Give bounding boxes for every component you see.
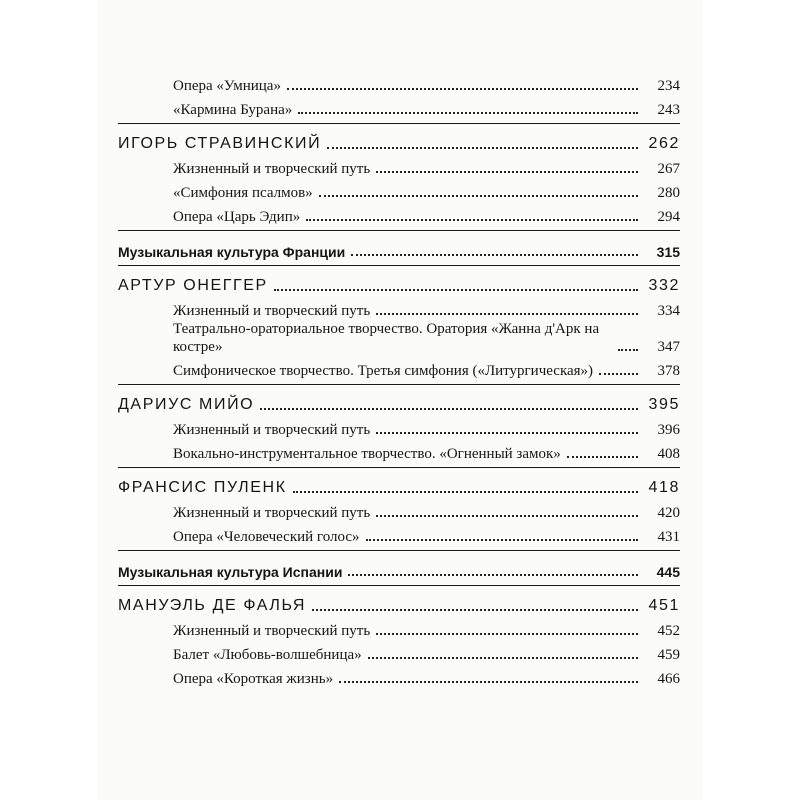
toc-entry-title: Жизненный и творческий путь	[173, 422, 371, 438]
divider	[118, 585, 680, 586]
toc-entry-title: Опера «Короткая жизнь»	[173, 671, 334, 687]
toc-entry-title: Вокально-инструментальное творчество. «Огненный замок»	[173, 446, 561, 462]
toc-composer-heading[interactable]	[118, 592, 680, 616]
leader-dots	[327, 129, 638, 149]
toc-entry-page: 408	[657, 446, 680, 462]
leader-dots	[312, 591, 638, 611]
leader-dots	[293, 473, 638, 493]
leader-dots	[376, 615, 638, 635]
toc-entry[interactable]	[118, 616, 680, 640]
toc-composer-heading[interactable]	[118, 474, 680, 498]
toc-entry-title: ФРАНСИС ПУЛЕНК	[118, 479, 287, 496]
toc-entry-page: 451	[648, 597, 680, 614]
toc-entry-page: 267	[657, 161, 680, 177]
toc-entry-title: МАНУЭЛЬ ДЕ ФАЛЬЯ	[118, 597, 307, 614]
toc-entry-title: Жизненный и творческий путь	[173, 623, 371, 639]
toc-composer-heading[interactable]	[118, 391, 680, 415]
toc-entry-page: 334	[657, 303, 680, 319]
toc-entry-title: Жизненный и творческий путь	[173, 505, 371, 521]
toc-entry-page: 280	[657, 185, 680, 201]
toc-entry-page: 347	[657, 339, 680, 355]
leader-dots	[319, 177, 638, 197]
divider	[118, 467, 680, 468]
toc-entry-title: «Симфония псалмов»	[173, 185, 313, 201]
toc-entry[interactable]	[118, 178, 680, 202]
leader-dots	[287, 70, 638, 90]
divider	[118, 123, 680, 124]
table-of-contents	[118, 71, 680, 688]
toc-entry-page: 459	[657, 647, 680, 663]
leader-dots	[298, 94, 638, 114]
toc-entry-page: 262	[648, 135, 680, 152]
toc-entry-page: 234	[657, 78, 680, 94]
toc-entry[interactable]	[118, 664, 680, 688]
leader-dots	[376, 497, 638, 517]
toc-entry-title: Музыкальная культура Испании	[118, 564, 343, 580]
toc-entry-page: 431	[657, 529, 680, 545]
divider	[118, 265, 680, 266]
leader-dots	[348, 556, 638, 576]
toc-entry[interactable]	[118, 356, 680, 380]
toc-entry-title: «Кармина Бурана»	[173, 102, 293, 118]
divider	[118, 384, 680, 385]
leader-dots	[376, 295, 638, 315]
toc-entry[interactable]	[118, 522, 680, 546]
toc-entry-title: Симфоническое творчество. Третья симфония («Литургическая»)	[173, 363, 594, 379]
toc-entry[interactable]	[118, 640, 680, 664]
toc-entry-page: 466	[657, 671, 680, 687]
toc-entry-title: Театрально-ораториальное творчество. Оратория «Жанна д'Арк на костре»	[173, 321, 603, 355]
toc-entry[interactable]	[118, 415, 680, 439]
toc-entry[interactable]	[118, 498, 680, 522]
toc-entry-title: ДАРИУС МИЙО	[118, 396, 255, 413]
toc-entry-title: Опера «Царь Эдип»	[173, 209, 301, 225]
toc-section-heading[interactable]	[118, 237, 680, 261]
toc-entry-page: 452	[657, 623, 680, 639]
toc-entry[interactable]	[118, 95, 680, 119]
leader-dots	[339, 663, 638, 683]
toc-entry-page: 294	[657, 209, 680, 225]
leader-dots	[567, 438, 638, 458]
toc-composer-heading[interactable]	[118, 272, 680, 296]
leader-dots	[260, 390, 638, 410]
leader-dots	[599, 355, 638, 375]
toc-entry-page: 243	[657, 102, 680, 118]
toc-section-heading[interactable]	[118, 557, 680, 581]
leader-dots	[366, 521, 638, 541]
toc-entry-page: 418	[648, 479, 680, 496]
leader-dots	[351, 236, 638, 256]
divider	[118, 550, 680, 551]
toc-entry[interactable]	[118, 154, 680, 178]
leader-dots	[618, 331, 638, 351]
toc-entry-page: 332	[648, 277, 680, 294]
toc-entry-page: 378	[657, 363, 680, 379]
toc-entry-title: АРТУР ОНЕГГЕР	[118, 277, 268, 294]
leader-dots	[376, 414, 638, 434]
divider	[118, 230, 680, 231]
toc-entry[interactable]	[118, 202, 680, 226]
toc-entry-title: Музыкальная культура Франции	[118, 244, 346, 260]
toc-entry-page: 420	[657, 505, 680, 521]
toc-entry-page: 445	[656, 564, 680, 580]
leader-dots	[368, 639, 638, 659]
toc-entry[interactable]	[118, 296, 680, 320]
toc-entry-title: Опера «Умница»	[173, 78, 281, 94]
toc-entry[interactable]	[118, 71, 680, 95]
toc-entry-title: ИГОРЬ СТРАВИНСКИЙ	[118, 135, 322, 152]
leader-dots	[274, 271, 638, 291]
leader-dots	[306, 201, 638, 221]
toc-entry[interactable]	[118, 439, 680, 463]
toc-entry-title: Балет «Любовь-волшебница»	[173, 647, 362, 663]
toc-entry-page: 395	[648, 396, 680, 413]
toc-entry-title: Жизненный и творческий путь	[173, 303, 371, 319]
toc-entry[interactable]	[118, 320, 680, 356]
toc-composer-heading[interactable]	[118, 130, 680, 154]
toc-entry-page: 315	[656, 244, 680, 260]
toc-entry-title: Опера «Человеческий голос»	[173, 529, 360, 545]
toc-entry-page: 396	[657, 422, 680, 438]
toc-entry-title: Жизненный и творческий путь	[173, 161, 371, 177]
leader-dots	[376, 153, 638, 173]
